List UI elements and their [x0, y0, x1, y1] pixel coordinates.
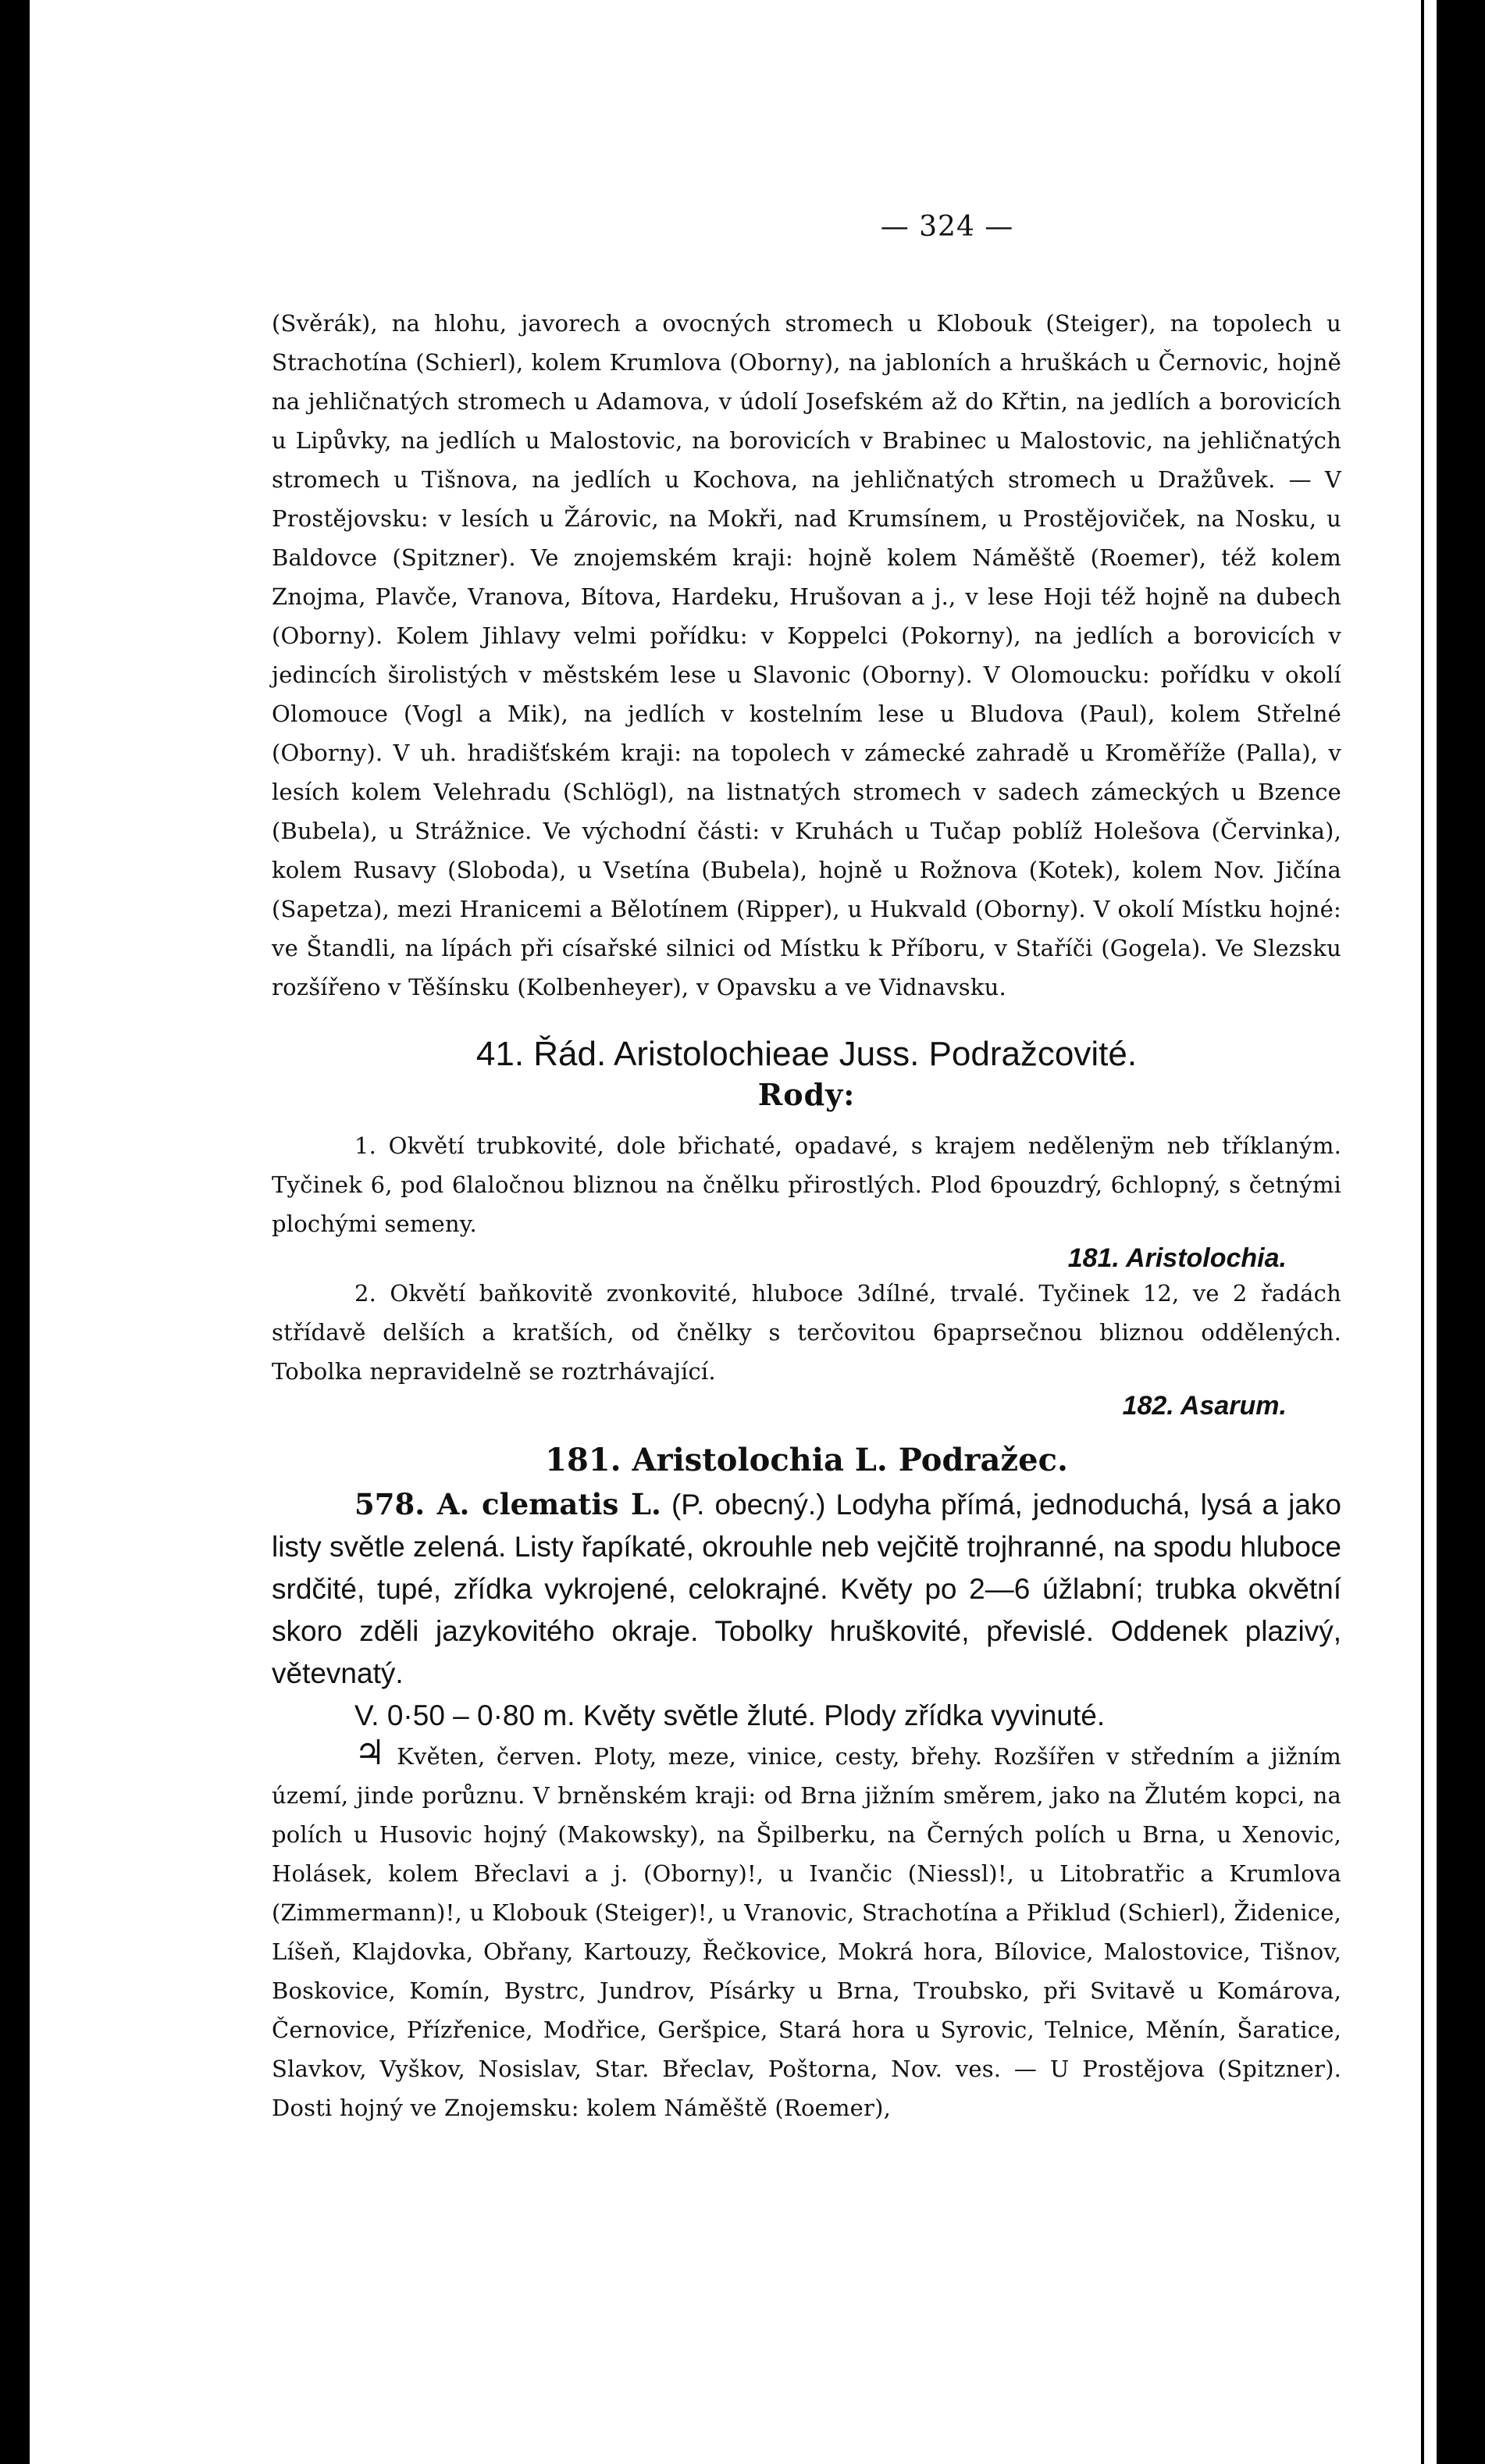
species-size: V. 0·50 – 0·80 m. Květy světle žluté. Plody zřídka vyvinuté.: [354, 1699, 1106, 1731]
scan-right-line: [1421, 0, 1424, 2464]
perennial-symbol: ♃: [354, 1733, 386, 1773]
key-item-1-text: 1. Okvětí trubkovité, dole břichaté, opadavé, s krajem nedělenÿm neb tříklaným. Tyčinek 6, pod 6laločnou bliznou na čnělku přirostlých. Plod 6pouzdrý, 6chlopný, s četnými plochými semeny.: [272, 1132, 1341, 1237]
key-item-1-ref: 181. Aristolochia.: [1067, 1243, 1287, 1273]
scan-right-edge: [1437, 0, 1485, 2464]
key-item-1: [272, 1126, 1341, 1243]
key-item-2-text: 2. Okvětí baňkovitě zvonkovité, hluboce 3dílné, trvalé. Tyčinek 12, ve 2 řadách střídavě delších a kratších, od čnělky s terčovitou 6paprsečnou bliznou oddělených. Tobolka nepravidelně se roztrhávající.: [272, 1280, 1341, 1385]
page-number: — 324 —: [880, 211, 1014, 243]
genus-key: [272, 1126, 1341, 1421]
top-paragraph: (Svěrák), na hlohu, javorech a ovocných stromech u Klobouk (Steiger), na topolech u Strachotína (Schierl), kolem Krumlova (Oborny), na jabloních a hruškách u Černovic, hojně na jehličnatých stromech u Adamova, v údolí Josefském až do Křtin, na jedlích a borovicích u Lipůvky, na jedlích u Malostovic, na borovicích v Brabinec u Malostovic, na jehličnatých stromech u Tišnova, na jedlích u Kochova, na jehličnatých stromech u Dražůvek. — V Prostějovsku: v lesích u Žárovic, na Mokři, nad Krumsínem, u Prostějoviček, na Nosku, u Baldovce (Spitzner). Ve znojemském kraji: hojně kolem Náměště (Roemer), též kolem Znojma, Plavče, Vranova, Bítova, Hardeku, Hrušovan a j., v lese Hoji též hojně na dubech (Oborny). Kolem Jihlavy velmi pořídku: v Koppelci (Pokorny), na jedlích a borovicích v jedincích širolistých v městském lese u Slavonic (Oborny). V Olomoucku: pořídku v okolí Olomouce (Vogl a Mik), na jedlích v kostelním lese u Bludova (Paul), kolem Střelné (Oborny). V uh. hradišťském kraji: na topolech v zámecké zahradě u Kroměříže (Palla), v lesích kolem Velehradu (Schlögl), na listnatých stromech v sadech zámeckých u Bzence (Bubela), u Strážnice. Ve východní části: v Kruhách u Tučap poblíž Holešova (Červinka), kolem Rusavy (Sloboda), u Vsetína (Bubela), hojně u Rožnova (Kotek), kolem Nov. Jičína (Sapetza), mezi Hranicemi a Bělotínem (Ripper), u Hukvald (Oborny). V okolí Místku hojné: ve Štandli, na lípách při císařské silnici od Místku k Příboru, v Staříči (Gogela). Ve Slezsku rozšířeno v Těšínsku (Kolbenheyer), v Opavsku a ve Vidnavsku.: [272, 310, 1341, 1000]
key-item-1-ref-line: [272, 1243, 1341, 1274]
species-name: 578. A. clematis L.: [354, 1487, 661, 1521]
species-desc-text: (P. obecný.) Lodyha přímá, jednoduchá, lysá a jako listy světle zelená. Listy řapíkaté, okrouhle neb vejčitě trojhranné, na spodu hluboce srdčité, tupé, zřídka vykrojené, celokrajné. Květy po 2—6 úžlabní; trubka okvětní skoro zděli jazykovitého okraje. Tobolky hruškovité, převislé. Oddenek plazivý, větevnatý.: [272, 1489, 1341, 1689]
genera-label: Rody:: [757, 1077, 856, 1112]
key-item-2-ref: 182. Asarum.: [1122, 1391, 1287, 1421]
distribution-paragraph: [272, 1733, 1342, 2127]
scan-left-edge: [0, 0, 30, 2464]
key-item-2-ref-line: [272, 1391, 1341, 1421]
genus-heading: 181. Aristolochia L. Podražec.: [545, 1442, 1068, 1478]
distribution-text: Květen, červen. Ploty, meze, vinice, cesty, břehy. Rozšířen v středním a jižním území, jinde porůznu. V brněnském kraji: od Brna jižním směrem, jako na Žlutém kopci, na polích u Husovic hojný (Makowsky), na Špilberku, na Černých polích u Brna, u Xenovic, Holásek, kolem Břeclavi a j. (Oborny)!, u Ivančic (Niessl)!, u Litobratřic a Krumlova (Zimmermann)!, u Klobouk (Steiger)!, u Vranovic, Strachotína a Přiklud (Schierl), Židenice, Líšeň, Klajdovka, Obřany, Kartouzy, Řečkovice, Mokrá hora, Bílovice, Malostovice, Tišnov, Boskovice, Komín, Bystrc, Jundrov, Písárky u Brna, Troubsko, při Svitavě u Komárova, Černovice, Přízřenice, Modřice, Geršpice, Stará hora u Syrovic, Telnice, Měnín, Šaratice, Slavkov, Vyškov, Nosislav, Star. Břeclav, Poštorna, Nov. ves. — U Prostějova (Spitzner). Dosti hojný ve Znojemsku: kolem Náměště (Roemer),: [272, 1743, 1342, 2121]
key-item-2: [272, 1274, 1341, 1391]
book-page: [272, 211, 1341, 2127]
order-heading: 41. Řád. Aristolochieae Juss. Podražcovité.: [475, 1035, 1138, 1073]
species-description: [272, 1483, 1341, 1695]
